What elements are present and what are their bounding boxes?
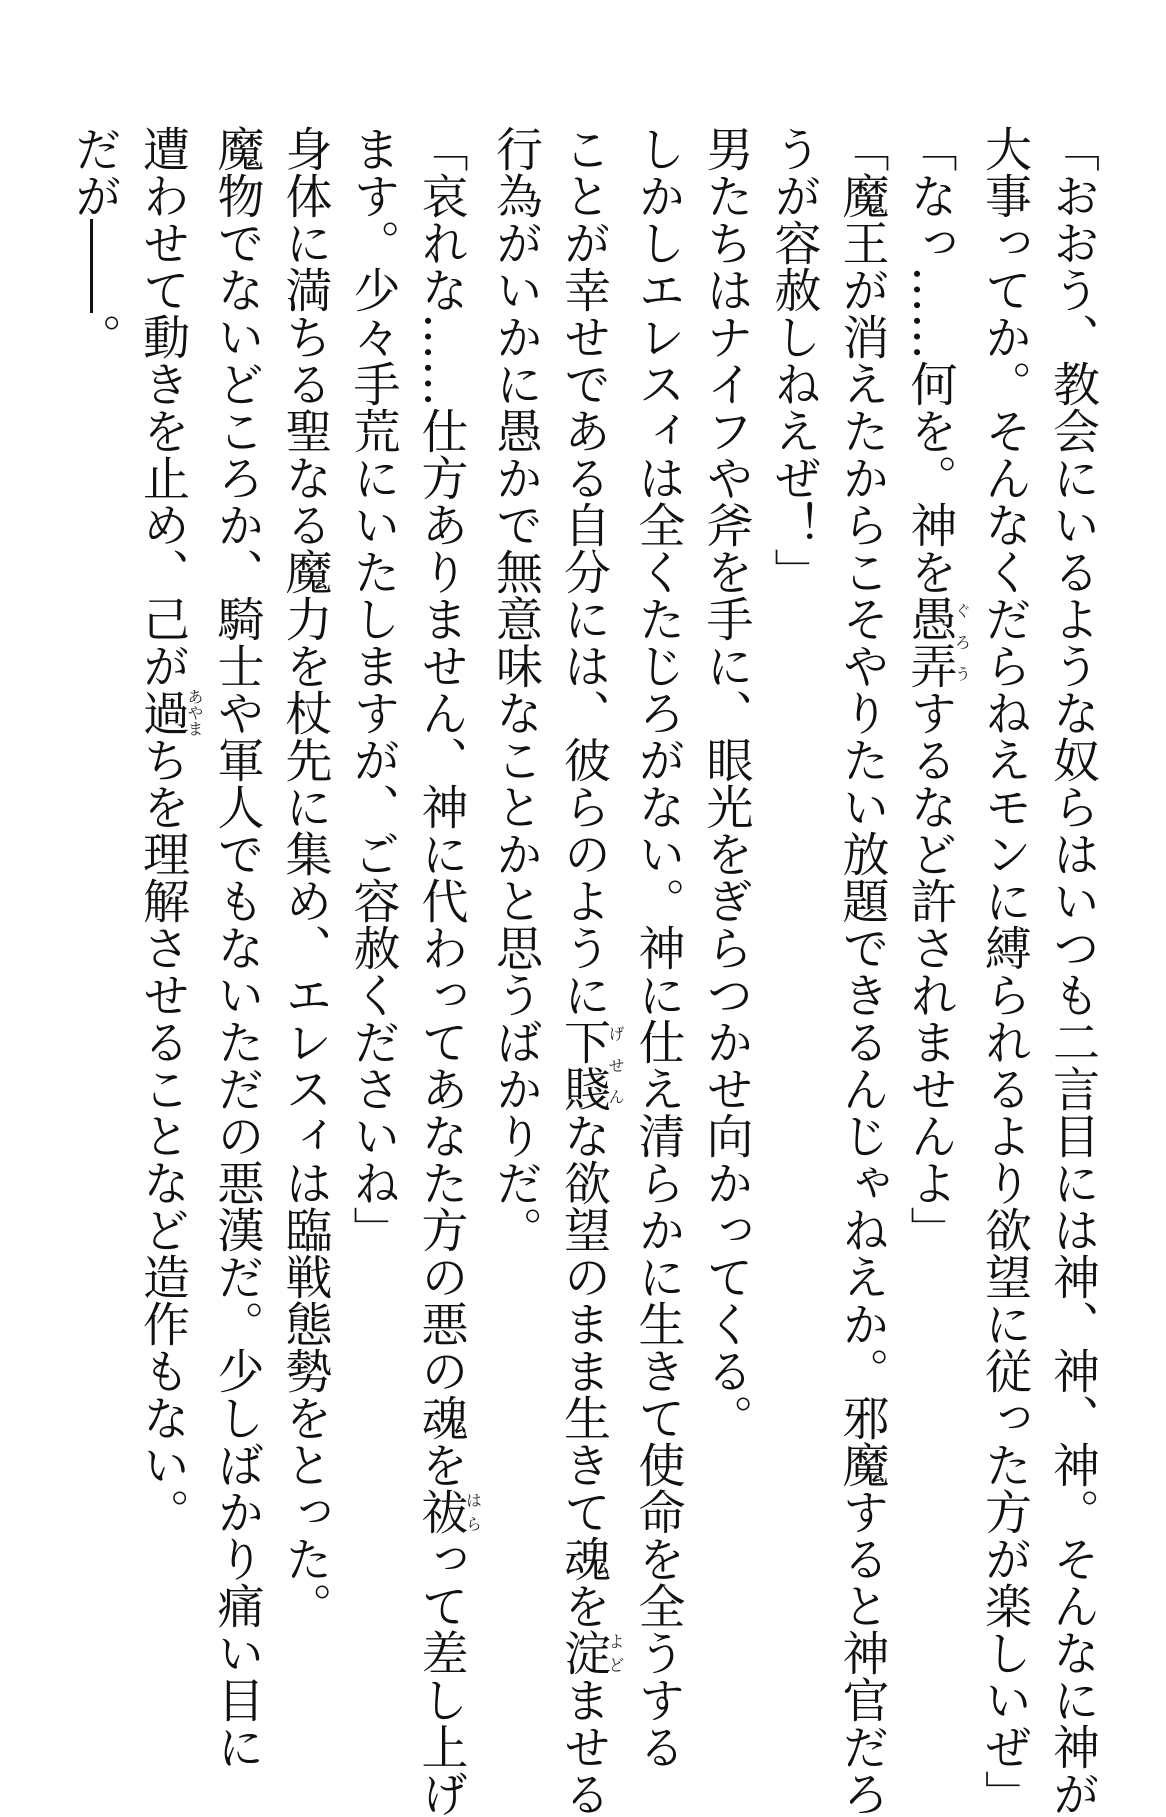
text-segment: 「なっ……何を。神を — [902, 125, 958, 595]
text-segment: 行為がいかに愚かで無意味なことかと思うばかりだ。 — [488, 125, 543, 1253]
text-column — [128, 125, 203, 1545]
ruby-reading: はら — [463, 1488, 483, 1535]
text-segment: 遭わせて動きを止め、己が — [135, 125, 190, 689]
ruby-reading: あやま — [185, 688, 204, 737]
ruby-reading: よど — [606, 1629, 625, 1676]
text-segment: 男たちはナイフや斧を手に、眼光をぎらつかせ向かってくる。 — [698, 125, 754, 1441]
text-column — [624, 125, 692, 1770]
text-column — [481, 125, 549, 1545]
text-segment: って差し上げ — [413, 1535, 469, 1817]
text-column — [828, 125, 896, 1817]
text-column — [203, 125, 271, 1770]
text-column — [339, 125, 407, 1545]
text-column — [60, 125, 128, 1545]
ruby-base: 下賤 — [556, 1018, 611, 1112]
ruby-reading: げせん — [606, 1018, 625, 1112]
text-segment: しかしエレスィは全くたじろがない。神に仕え清らかに生きて使命を全うする — [630, 125, 686, 1770]
text-segment: するなど許されませんよ」 — [902, 689, 958, 1253]
furigana-word — [556, 1018, 625, 1112]
text-column — [896, 125, 971, 1545]
ruby-base: 祓 — [413, 1488, 469, 1535]
text-column — [692, 125, 760, 1545]
text-segment: ませる — [556, 1676, 611, 1817]
text-segment: だが――。 — [67, 125, 122, 360]
text-segment: 魔物でないどころか、騎士や軍人でもないただの悪漢だ。少しばかり痛い目に — [209, 125, 265, 1770]
text-segment: 「哀れな……仕方ありません、神に代わってあなた方の悪の魂を — [413, 125, 469, 1488]
furigana-word — [556, 1629, 625, 1676]
text-segment: 「魔王が消えたからこそやりたい放題できるんじゃねえか。邪魔すると神官だろ — [834, 125, 890, 1817]
ruby-base: 愚弄 — [902, 595, 958, 689]
text-segment: ことが幸せである自分には、彼らのように — [556, 125, 611, 1018]
ruby-base: 淀 — [556, 1629, 611, 1676]
text-segment: うが容赦しねえぜ！」 — [766, 125, 822, 595]
text-column — [1038, 125, 1106, 1817]
ruby-reading: ぐろう — [952, 595, 972, 689]
text-column — [271, 125, 339, 1629]
text-column — [760, 125, 828, 1545]
text-column — [970, 125, 1038, 1817]
text-segment: ちを理解させることなど造作もない。 — [135, 736, 190, 1535]
text-segment: 身体に満ちる聖なる魔力を杖先に集め、エレスィは臨戦態勢をとった。 — [277, 125, 333, 1629]
text-segment: 「おおう、教会にいるような奴らはいつも二言目には神、神、神。そんなに神が — [1045, 125, 1100, 1817]
text-column — [407, 125, 483, 1817]
furigana-word — [413, 1488, 483, 1535]
ruby-base: 過 — [135, 688, 190, 737]
furigana-word — [135, 688, 204, 737]
vertical-text-body — [60, 125, 1106, 1817]
text-segment: 大事ってか。そんなくだらねえモンに縛られるより欲望に従った方が楽しいぜ」 — [977, 125, 1032, 1817]
furigana-word — [902, 595, 972, 689]
text-segment: ます。少々手荒にいたしますが、ご容赦くださいね」 — [345, 125, 401, 1253]
text-column — [549, 125, 625, 1817]
text-segment: な欲望のまま生きて魂を — [556, 1112, 611, 1629]
